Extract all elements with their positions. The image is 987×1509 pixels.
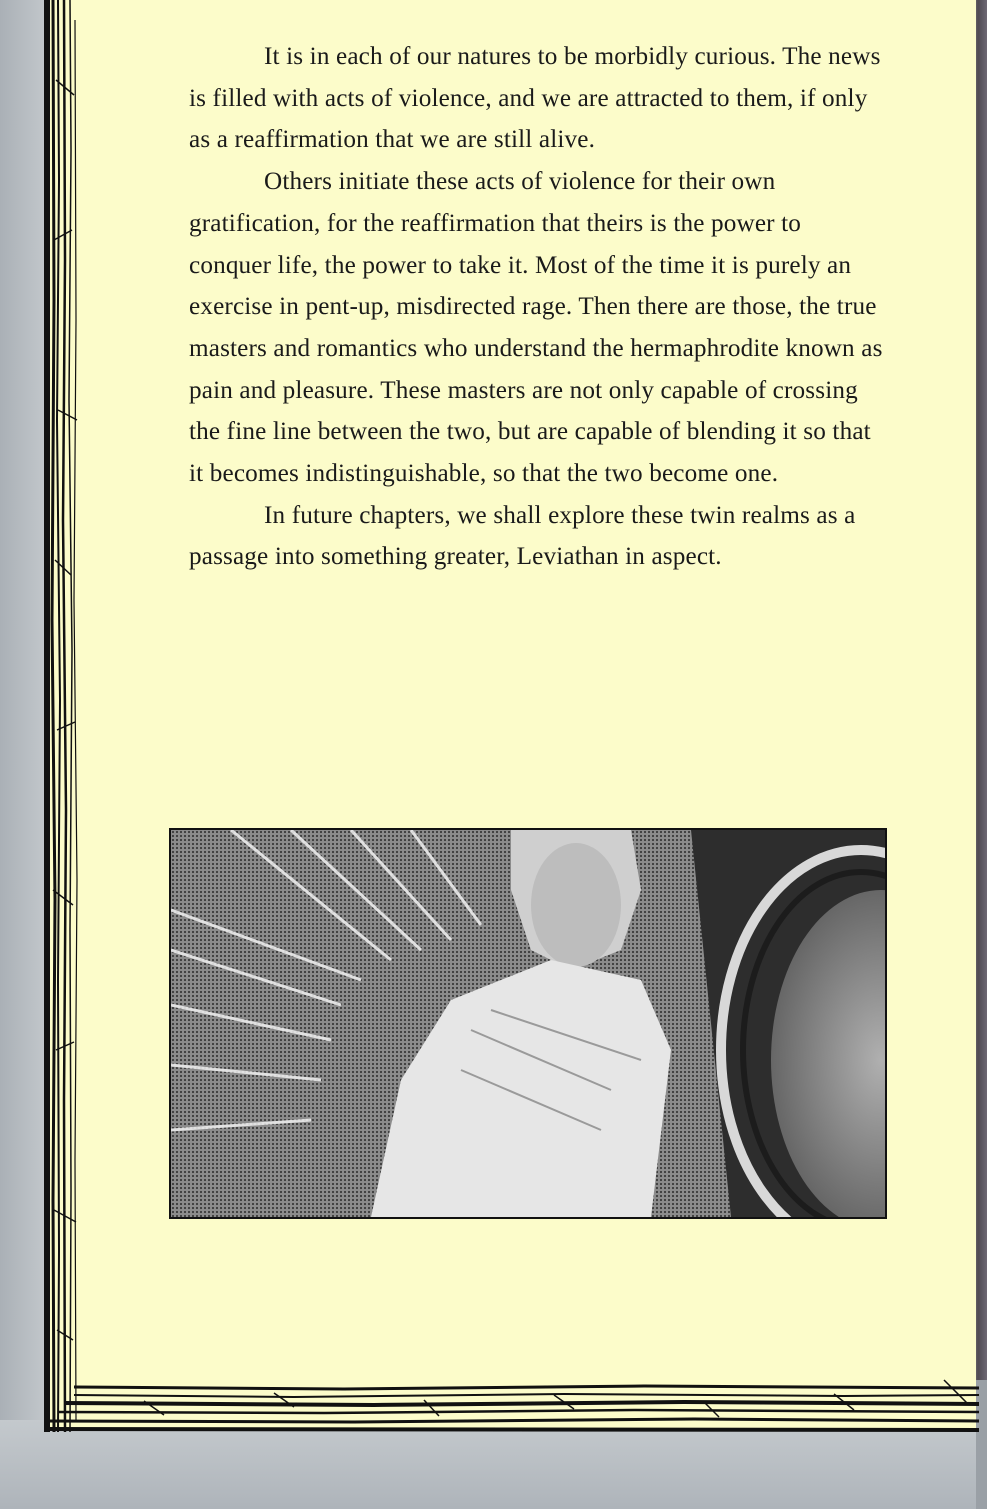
paragraph-3: In future chapters, we shall explore these twin realms as a passage into something greater, Leviathan in aspect. bbox=[189, 501, 856, 571]
page-border-left bbox=[44, 0, 82, 1432]
photo-artwork bbox=[171, 830, 885, 1217]
essay-text bbox=[189, 36, 889, 578]
scan-margin-left bbox=[0, 0, 48, 1509]
halftone-photo bbox=[169, 828, 887, 1219]
page-border-bottom bbox=[44, 1375, 979, 1435]
paragraph-2: Others initiate these acts of violence for their own gratification, for the reaffirmation that theirs is the power to conquer life, the power to take it. Most of the time it is purely an exercise in pent-up, misdirected rage. Then there are those, the true masters and romantics who understand the hermaphrodite known as pain and pleasure. These masters are not only capable of crossing the fine line between the two, but are capable of blending it so that it becomes indistinguishable, so that the two become one. bbox=[189, 168, 883, 488]
paragraph-1: It is in each of our natures to be morbidly curious. The news is filled with acts of violence, and we are attracted to them, if only as a reaffirmation that we are still alive. bbox=[189, 43, 881, 154]
